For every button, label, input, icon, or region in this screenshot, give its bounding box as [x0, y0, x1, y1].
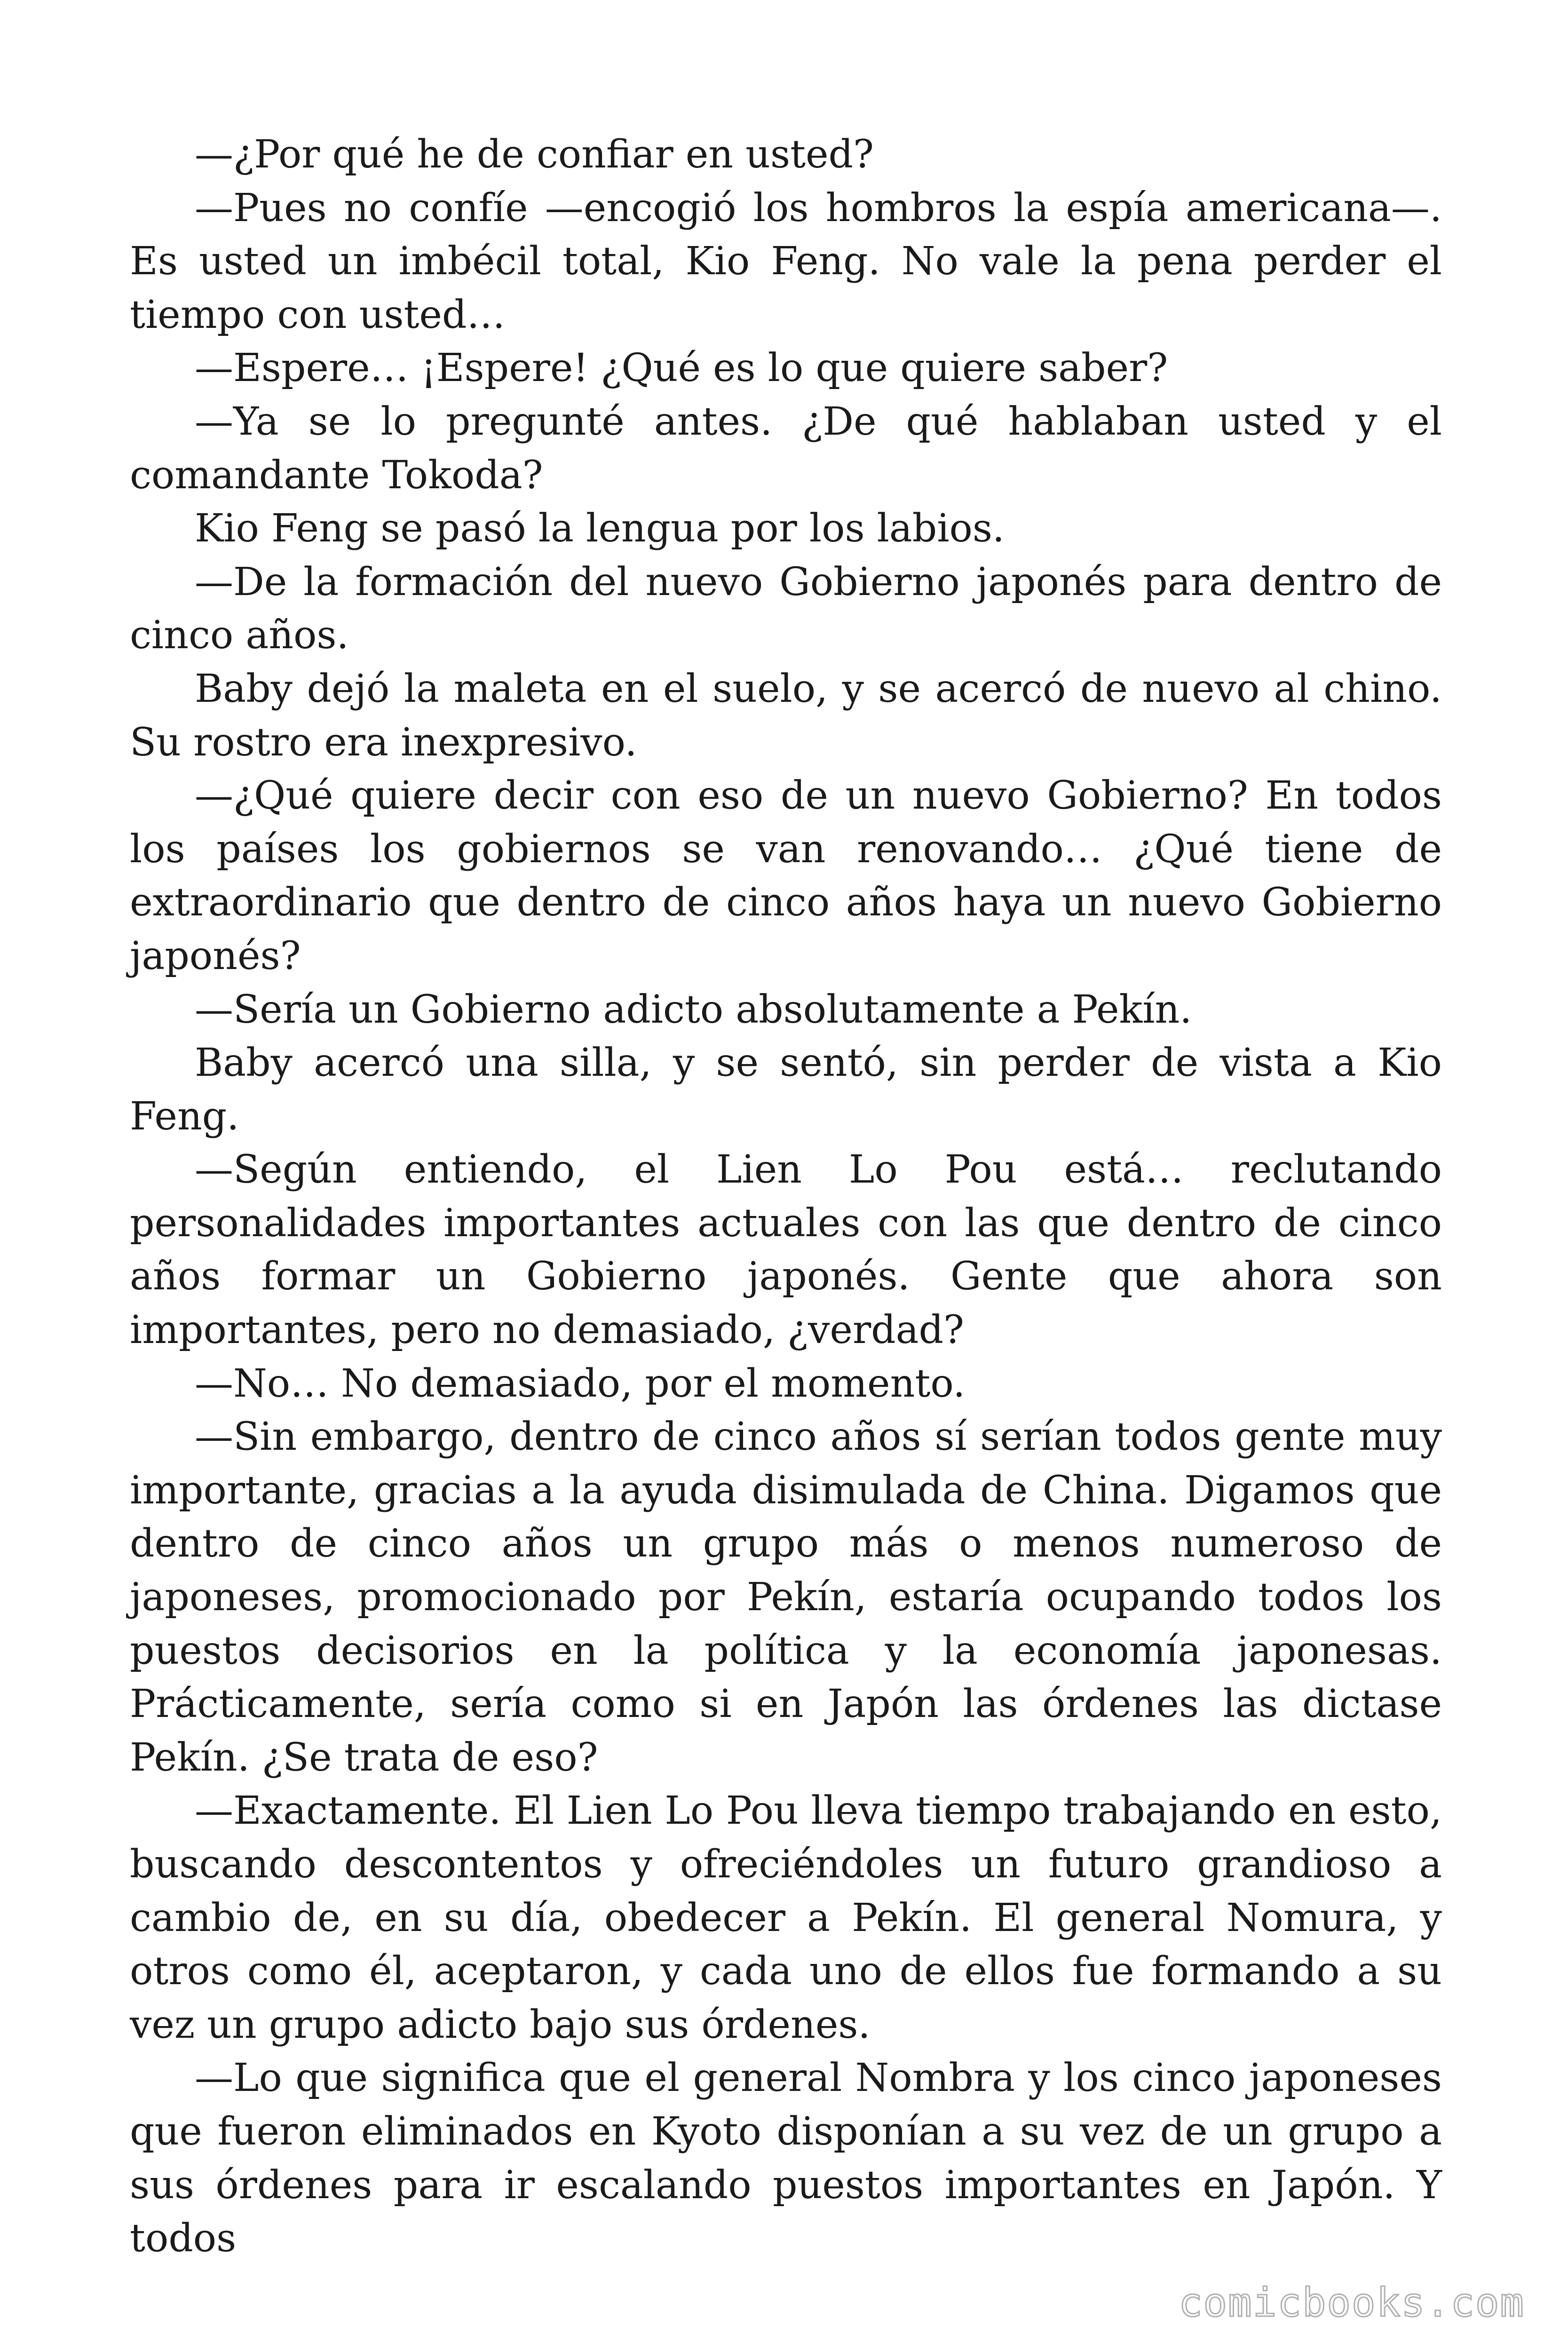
paragraph: —Espere… ¡Espere! ¿Qué es lo que quiere saber?: [195, 346, 1168, 391]
paragraph: Baby dejó la maleta en el suelo, y se acercó de nuevo al chino. Su rostro era inexpresivo.: [130, 666, 1442, 765]
paragraph: —No… No demasiado, por el momento.: [195, 1361, 966, 1406]
paragraph: Baby acercó una silla, y se sentó, sin perder de vista a Kio Feng.: [130, 1041, 1442, 1139]
paragraph: Kio Feng se pasó la lengua por los labios.: [195, 506, 1005, 551]
paragraph: —¿Por qué he de confiar en usted?: [195, 132, 874, 177]
watermark: comicbooks.com: [1178, 2280, 1525, 2326]
paragraph: —Sería un Gobierno adicto absolutamente a Pekín.: [195, 987, 1192, 1032]
paragraph: —De la formación del nuevo Gobierno japonés para dentro de cinco años.: [130, 559, 1442, 658]
paragraph: —Lo que significa que el general Nombra y los cinco japoneses que fueron eliminados en Kyoto disponían a su vez de un grupo a sus órdenes para ir escalando puestos importantes en Japón. Y todos: [130, 2056, 1442, 2261]
paragraph: —¿Qué quiere decir con eso de un nuevo Gobierno? En todos los países los gobiernos se van renovando… ¿Qué tiene de extraordinario que dentro de cinco años haya un nuevo Gobierno japonés?: [130, 773, 1442, 978]
paragraph: —Exactamente. El Lien Lo Pou lleva tiempo trabajando en esto, buscando descontentos y ofreciéndoles un futuro grandioso a cambio de, en su día, obedecer a Pekín. El general Nomura, y otros como él, aceptaron, y cada uno de ellos fue formando a su vez un grupo adicto bajo sus órdenes.: [130, 1788, 1442, 2047]
paragraph: —Ya se lo pregunté antes. ¿De qué hablaban usted y el comandante Tokoda?: [130, 399, 1442, 498]
page-body: [130, 128, 1442, 2261]
paragraph: —Según entiendo, el Lien Lo Pou está… reclutando personalidades importantes actuales con las que dentro de cinco años formar un Gobierno japonés. Gente que ahora son importantes, pero no demasiado, ¿verdad?: [130, 1147, 1442, 1353]
paragraph: —Pues no confíe —encogió los hombros la espía americana—. Es usted un imbécil total, Kio Feng. No vale la pena perder el tiempo con usted…: [130, 185, 1442, 337]
paragraph: —Sin embargo, dentro de cinco años sí serían todos gente muy importante, gracias a la ayuda disimulada de China. Digamos que dentro de cinco años un grupo más o menos numeroso de japoneses, promocionado por Pekín, estaría ocupando todos los puestos decisorios en la política y la economía japonesas. Prácticamente, sería como si en Japón las órdenes las dictase Pekín. ¿Se trata de eso?: [130, 1414, 1442, 1780]
